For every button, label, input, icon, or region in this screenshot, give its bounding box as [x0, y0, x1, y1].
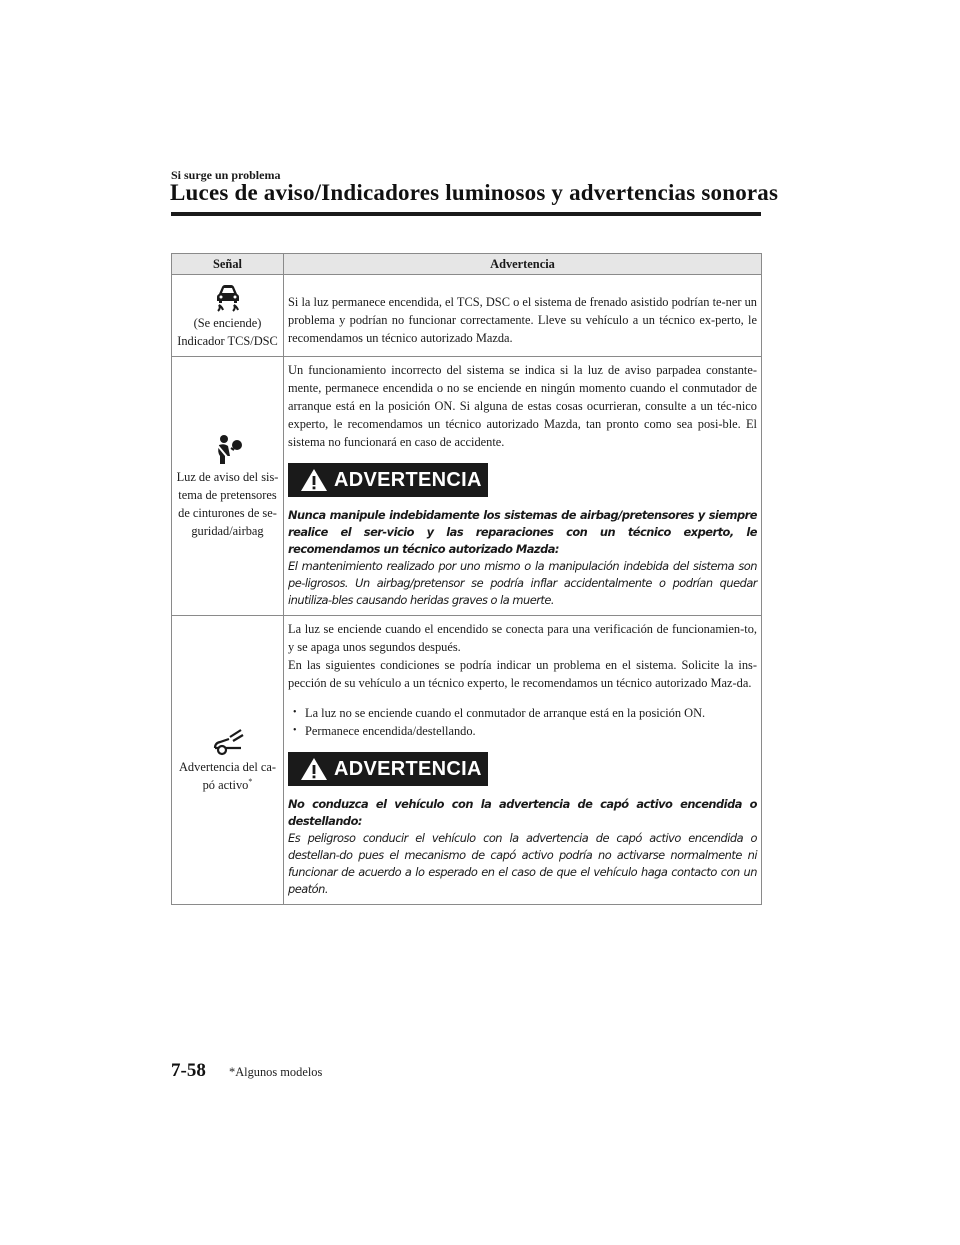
seatbelt-airbag-icon	[211, 432, 245, 466]
warning-heading: No conduzca el vehículo con la advertencia de capó activo encendida o destellando:	[288, 797, 757, 828]
warning-body: Es peligroso conducir el vehículo con la advertencia de capó activo encendida o destellan-do pues el mecanismo de capó activo podría no activarse normalmente ni funcionar de acuerdo a lo esperado en el caso de que el vehículo haga contacto con un peatón.	[288, 831, 757, 896]
title-rule	[171, 212, 761, 216]
signal-label: (Se enciende)	[193, 315, 262, 330]
footnote: *Algunos modelos	[229, 1065, 323, 1079]
warning-cell	[284, 357, 762, 616]
warning-text: Un funcionamiento incorrecto del sistema se indica si la luz de aviso parpadea constante-mente, permanece encendida o no se enciende en ningún momento cuando el conmutador de arranque está en la posición ON. Si alguna de estas cosas ocurrieran, consulte a un téc-nico experto, le recomendamos un técnico autorizado Mazda, tan pronto como sea posi-ble. El sistema no funcionará en caso de accidente.	[288, 363, 757, 449]
signal-cell	[172, 357, 284, 616]
page-number: 7-58	[171, 1060, 206, 1081]
column-header-warning: Advertencia	[284, 254, 762, 275]
signal-label: de cinturones de se-	[178, 506, 277, 520]
table-row	[172, 616, 762, 905]
signal-cell	[172, 275, 284, 357]
warning-text: Si la luz permanece encendida, el TCS, DSC o el sistema de frenado asistido podrían te-ner un problema y podrían no funcionar correctamente. Lleve su vehículo a un técnico ex-perto, le recomendamos un técnico autorizado Mazda.	[288, 295, 757, 345]
condition-list	[288, 704, 757, 740]
signal-label: Luz de aviso del sis-	[176, 470, 279, 484]
page-title: Luces de aviso/Indicadores luminosos y advertencias sonoras	[170, 180, 779, 205]
active-bonnet-icon	[211, 726, 245, 756]
warning-text: La luz se enciende cuando el encendido se conecta para una verificación de funcionamien-to, y se apaga unos segundos después.	[288, 622, 757, 654]
table-header-row	[172, 254, 762, 275]
warning-banner	[288, 463, 488, 497]
warning-triangle-icon	[300, 757, 328, 781]
car-skid-icon	[213, 282, 243, 312]
signal-label: Advertencia del ca-	[178, 760, 276, 774]
warning-text: En las siguientes condiciones se podría indicar un problema en el sistema. Solicite la ins-pección de su vehículo a un técnico experto, le recomendamos un técnico autorizado Maz-da.	[288, 658, 757, 690]
table-row	[172, 275, 762, 357]
warning-body: El mantenimiento realizado por uno mismo o la manipulación indebida del sistema son pe-ligrosos. Un airbag/pretensor se podría inflar accidentalmente o podrían quedar inutiliza-bles causando heridas graves o la muerte.	[288, 559, 757, 607]
warning-heading: Nunca manipule indebidamente los sistemas de airbag/pretensores y siempre realice el ser-vicio y las reparaciones con un técnico experto, le recomendamos un técnico autorizado Mazda:	[288, 508, 757, 556]
signal-label: guridad/airbag	[191, 524, 264, 538]
list-item: • Permanece encendida/destellando.	[293, 722, 757, 740]
table-row	[172, 357, 762, 616]
warning-label: ADVERTENCIA	[334, 469, 482, 491]
footnote-mark: *	[248, 776, 253, 786]
signal-cell	[172, 616, 284, 905]
warning-triangle-icon	[300, 468, 328, 492]
signal-label: tema de pretensores	[178, 488, 277, 502]
warning-banner	[288, 752, 488, 786]
column-header-signal: Señal	[172, 254, 284, 275]
section-label: Si surge un problema	[171, 168, 281, 182]
warning-cell	[284, 275, 762, 357]
signal-table	[171, 253, 762, 905]
signal-label: pó activo*	[202, 776, 253, 792]
warning-label: ADVERTENCIA	[334, 758, 482, 780]
signal-label: Indicador TCS/DSC	[177, 333, 278, 348]
warning-cell	[284, 616, 762, 905]
list-item: • La luz no se enciende cuando el conmutador de arranque está en la posición ON.	[293, 704, 757, 722]
